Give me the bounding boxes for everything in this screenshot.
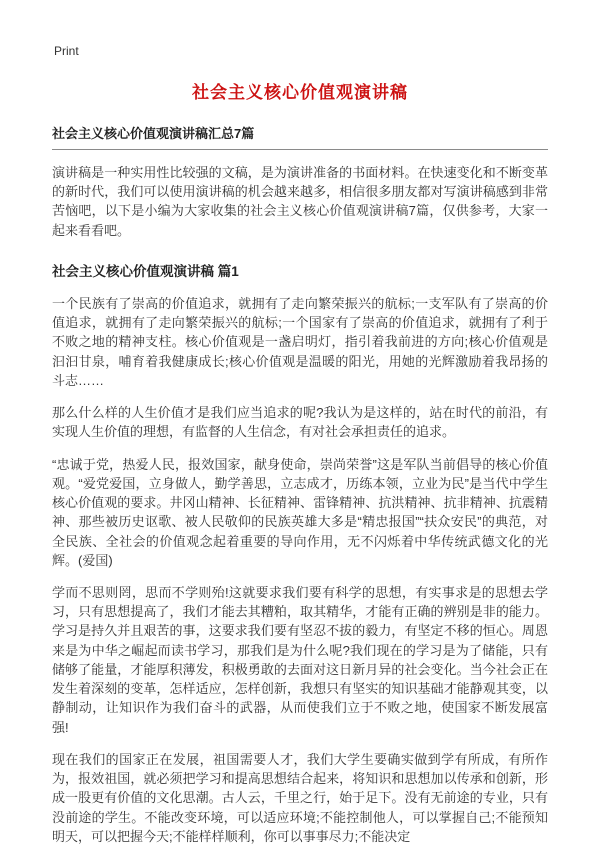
body-paragraph: 那么什么样的人生价值才是我们应当追求的呢?我认为是这样的，站在时代的前沿，有实现人生价值的理想，有监督的人生信念，有对社会承担责任的追求。	[52, 405, 548, 440]
document-title: 社会主义核心价值观演讲稿	[192, 83, 408, 102]
subtitle-divider	[52, 123, 548, 150]
print-link[interactable]: Print	[54, 44, 79, 58]
body-paragraph: 一个民族有了崇高的价值追求，就拥有了走向繁荣振兴的航标;一支军队有了崇高的价值追求，就拥有了走向繁荣振兴的航标;一个国家有了崇高的价值追求，就拥有了利于不败之地的精神支柱。核心价值观是一盏启明灯，指引着我前进的方向;核心价值观是汩汩甘泉，哺育着我健康成长;核心价值观是温暖的阳光，用她的光辉激励着我昂扬的斗志……	[52, 295, 548, 388]
body-paragraph: 学而不思则罔，思而不学则殆!这就要求我们要有科学的思想，有实事求是的思想去学习，只有思想提高了，我们才能去其糟粕，取其精华，才能有正确的辨别是非的能力。学习是持久并且艰苦的事，这要求我们要有坚忍不拔的毅力，有坚定不移的恒心。周恩来是为中华之崛起而读书学习，那我们是为什么呢?我们现在的学习是为了储能，只有储够了能量，才能厚积薄发，积极勇敢的去面对这日新月异的社会变化。当今社会正在发生着深刻的变革，怎样适应，怎样创新，我想只有坚实的知识基础才能静观其变，以静制动，让知识作为我们奋斗的武器，从而使我们立于不败之地，使国家不断发展富强!	[52, 584, 548, 735]
section-heading: 社会主义核心价值观演讲稿 篇1	[52, 263, 239, 279]
body-paragraph: 现在我们的国家正在发展，祖国需要人才，我们大学生要确实做到学有所成，有所作为，报效祖国，就必须把学习和提高思想结合起来，将知识和思想加以传承和创新，形成一股更有价值的文化思潮。古人云，千里之行，始于足下。没有无前途的专业，只有没前途的学生。不能改变环境，可以适应环境;不能控制他人，可以掌握自己;不能预知明天，可以把握今天;不能样样顺利，你可以事事尽力;不能决定	[52, 751, 548, 844]
document-subtitle: 社会主义核心价值观演讲稿汇总7篇	[52, 126, 255, 141]
document-body	[52, 163, 548, 846]
body-paragraph: “忠诚于党，热爱人民，报效国家，献身使命，崇尚荣誉”这是军队当前倡导的核心价值观。“爱党爱国，立身做人，勤学善思，立志成才，历练本领，立业为民”是当代中学生核心价值观的要求。井冈山精神、长征精神、雷锋精神、抗洪精神、抗非精神、抗震精神、那些被历史讴歌、被人民敬仰的民族英雄大多是“精忠报国”“扶众安民”的典范，对全民族、全社会的价值观念起着重要的导向作用，无不闪烁着中华传统武德文化的光辉。(爱国)	[52, 456, 548, 568]
intro-paragraph: 演讲稿是一种实用性比较强的文稿，是为演讲准备的书面材料。在快速变化和不断变革的新时代，我们可以使用演讲稿的机会越来越多，相信很多朋友都对写演讲稿感到非常苦恼吧，以下是小编为大家收集的社会主义核心价值观演讲稿7篇，仅供参考，大家一起来看看吧。	[52, 165, 548, 238]
